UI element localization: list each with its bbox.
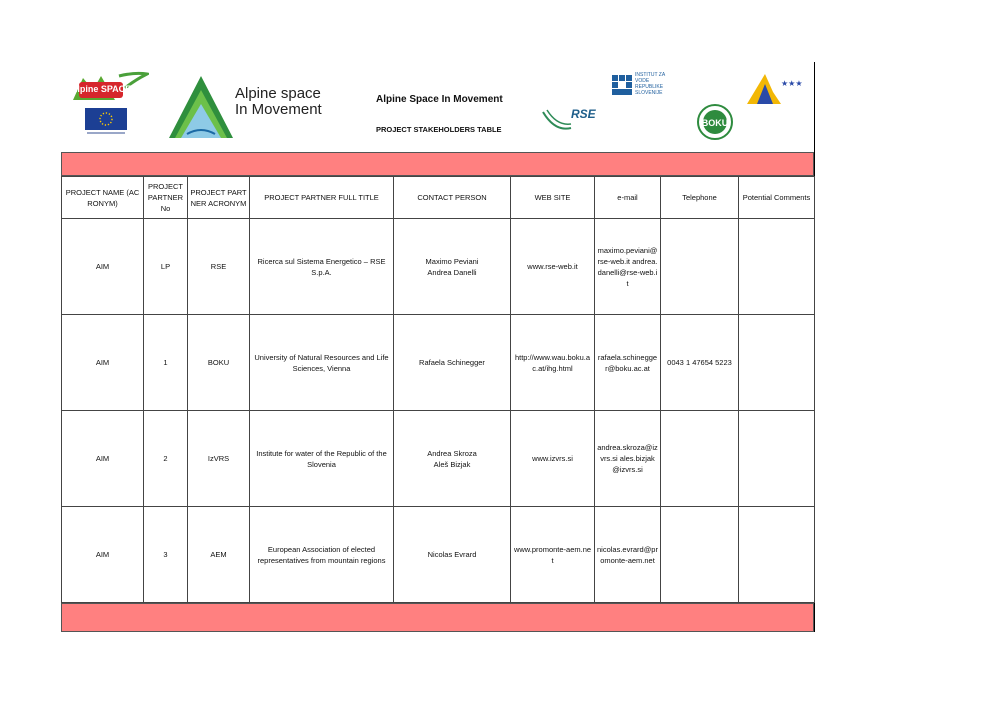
cell-partner-no: 1 bbox=[144, 315, 188, 411]
col-email: e-mail bbox=[595, 177, 661, 219]
cell-contact: Andrea Skroza Aleš Bizjak bbox=[394, 411, 511, 507]
table-header-row bbox=[62, 177, 815, 219]
rse-logo-text: RSE bbox=[571, 107, 596, 121]
cell-full-title: European Association of elected representatives from mountain regions bbox=[250, 507, 394, 603]
col-telephone: Telephone bbox=[661, 177, 739, 219]
rse-logo bbox=[541, 102, 601, 134]
cell-project: AIM bbox=[62, 315, 144, 411]
col-comments: Potential Comments bbox=[739, 177, 815, 219]
top-band bbox=[61, 152, 814, 176]
cell-project: AIM bbox=[62, 219, 144, 315]
cell-comments bbox=[739, 219, 815, 315]
page-title: Alpine Space In Movement bbox=[376, 94, 503, 105]
col-partner-acronym: PROJECT PARTNER ACRONYM bbox=[188, 177, 250, 219]
izvrs-logo bbox=[611, 72, 677, 100]
cell-acronym: BOKU bbox=[188, 315, 250, 411]
cell-acronym: AEM bbox=[188, 507, 250, 603]
cell-comments bbox=[739, 507, 815, 603]
aim-logo bbox=[165, 70, 345, 142]
cell-web-site[interactable]: www.promonte-aem.net bbox=[511, 507, 595, 603]
cell-contact: Rafaela Schinegger bbox=[394, 315, 511, 411]
boku-logo-text: BOKU bbox=[701, 118, 729, 128]
cell-full-title: Institute for water of the Republic of the Slovenia bbox=[250, 411, 394, 507]
cell-partner-no: LP bbox=[144, 219, 188, 315]
cell-email[interactable]: nicolas.evrard@promonte-aem.net bbox=[595, 507, 661, 603]
cell-comments bbox=[739, 411, 815, 507]
cell-telephone bbox=[661, 507, 739, 603]
col-web-site: WEB SITE bbox=[511, 177, 595, 219]
cell-telephone bbox=[661, 411, 739, 507]
boku-logo bbox=[697, 104, 733, 140]
cell-project: AIM bbox=[62, 507, 144, 603]
alpine-space-logo-text: Alpine SPACE bbox=[70, 84, 132, 94]
cell-full-title: University of Natural Resources and Life Sciences, Vienna bbox=[250, 315, 394, 411]
cell-comments bbox=[739, 315, 815, 411]
eu-flag-icon bbox=[85, 108, 127, 136]
aim-logo-line2: In Movement bbox=[235, 101, 322, 118]
izvrs-logo-text: INŠTITUT ZA VODE REPUBLIKE SLOVENIJE bbox=[635, 72, 665, 96]
cell-web-site[interactable]: www.rse-web.it bbox=[511, 219, 595, 315]
bottom-band bbox=[61, 603, 814, 632]
cell-partner-no: 3 bbox=[144, 507, 188, 603]
table-row bbox=[62, 507, 815, 603]
cell-acronym: RSE bbox=[188, 219, 250, 315]
cell-contact: Nicolas Evrard bbox=[394, 507, 511, 603]
col-partner-no: PROJECT PARTNER No bbox=[144, 177, 188, 219]
cell-project: AIM bbox=[62, 411, 144, 507]
cell-contact: Maximo Peviani Andrea Danelli bbox=[394, 219, 511, 315]
header bbox=[61, 62, 815, 152]
stakeholders-table bbox=[61, 176, 815, 603]
cell-email[interactable]: maximo.peviani@rse-web.it andrea.danelli@rse-web.it bbox=[595, 219, 661, 315]
cell-telephone bbox=[661, 219, 739, 315]
aim-logo-line1: Alpine space bbox=[235, 85, 321, 102]
col-project-name: PROJECT NAME (ACRONYM) bbox=[62, 177, 144, 219]
cell-web-site[interactable]: http://www.wau.boku.ac.at/ihg.html bbox=[511, 315, 595, 411]
stakeholders-sheet bbox=[61, 62, 815, 632]
cell-email[interactable]: rafaela.schinegger@boku.ac.at bbox=[595, 315, 661, 411]
page-subtitle: PROJECT STAKEHOLDERS TABLE bbox=[376, 125, 502, 134]
alpine-space-logo bbox=[69, 70, 149, 104]
col-partner-full-title: PROJECT PARTNER FULL TITLE bbox=[250, 177, 394, 219]
svg-text:★★★: ★★★ bbox=[781, 79, 803, 88]
cell-web-site[interactable]: www.izvrs.si bbox=[511, 411, 595, 507]
aem-logo bbox=[743, 72, 803, 108]
cell-email[interactable]: andrea.skroza@izvrs.si ales.bizjak@izvrs.si bbox=[595, 411, 661, 507]
table-row bbox=[62, 315, 815, 411]
cell-telephone: 0043 1 47654 5223 bbox=[661, 315, 739, 411]
col-contact-person: CONTACT PERSON bbox=[394, 177, 511, 219]
table-row bbox=[62, 219, 815, 315]
cell-partner-no: 2 bbox=[144, 411, 188, 507]
cell-acronym: IzVRS bbox=[188, 411, 250, 507]
table-row bbox=[62, 411, 815, 507]
cell-full-title: Ricerca sul Sistema Energetico – RSE S.p.A. bbox=[250, 219, 394, 315]
